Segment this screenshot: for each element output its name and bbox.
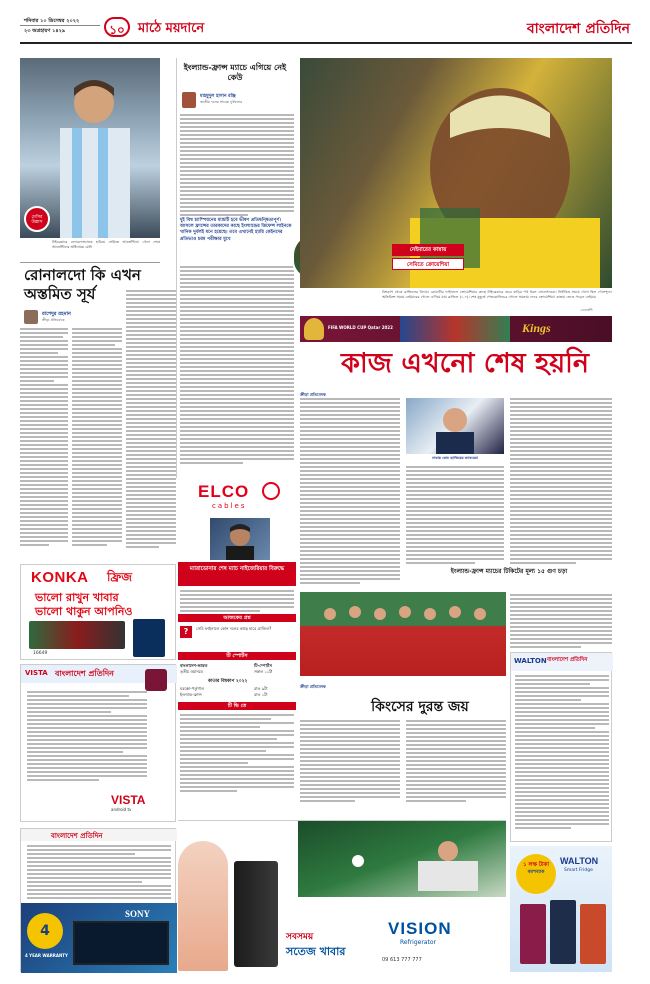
messi-photo-badge: মেসির উল্লাস — [24, 206, 50, 232]
ronaldo-body-right — [126, 290, 176, 558]
tv-row3-left: ইংল্যান্ড-ফ্রান্স — [180, 692, 202, 697]
konka-fridge-image — [29, 621, 125, 649]
vision-brand: VISION — [388, 919, 452, 938]
konka-fridge-tall — [133, 619, 165, 657]
tv-row2-right: রাত ৯টা — [254, 686, 268, 691]
hero-tag-2: সেমিতে ক্রোয়েশিয়া — [392, 258, 464, 270]
kings-logo: Kings — [522, 321, 551, 335]
vision-slogan-1: সবসময় — [286, 932, 314, 942]
maradona-headline: ম্যারাডোনার শেষ ম্যাচ নাইজেরিয়ার বিরুদ্ধে — [189, 566, 285, 572]
center-pull-quote: দুই বিশ্ব চ্যাম্পিয়নের ম্যাচটি হবে ভীষণ প্রতিদ্বন্দ্বিতাপূর্ণ। আসলে ফ্রান্সের তারকাদের কাছে ইংল্যান্ডের ডিফেন্স লাইনকে খানিক দুর্বলই মনে হয়েছে। তবে এখানেই হ্যারি কেইনদের প্রতিভাও চরম পরীক্ষার মুখে — [180, 218, 292, 242]
ronaldo-body-left — [20, 328, 68, 558]
walton-bottom-sub: Smart Fridge — [564, 868, 593, 873]
main-story-col-3 — [510, 398, 612, 566]
vista-logo-mini: VISTA — [25, 669, 48, 677]
main-story-headline-box — [300, 346, 612, 386]
main-story-subhead-box — [406, 568, 612, 590]
tv-row1-right-sub: সকাল ১১টা — [254, 669, 273, 674]
konka-hotline: 16649 — [33, 651, 48, 656]
sony-warranty: 4 YEAR WARRANTY — [25, 953, 68, 958]
maradona-figure-icon — [210, 518, 270, 560]
sony-brand: SONY — [125, 909, 151, 919]
kings-players-icon — [300, 592, 506, 676]
elco-brand: ELCO — [198, 482, 250, 501]
team-story-col-1 — [300, 720, 400, 804]
tv-row2-left: মরক্কো-পর্তুগাল — [180, 686, 205, 691]
ronaldo-body-mid — [72, 328, 122, 558]
center-story-box — [172, 58, 296, 478]
tv-listings — [178, 652, 296, 808]
page-number-badge — [104, 17, 130, 37]
coupon-left-lines — [27, 845, 171, 901]
walton-coupon[interactable] — [510, 652, 612, 842]
vista-brand-box — [111, 793, 169, 817]
vista-ad[interactable] — [20, 664, 176, 822]
main-story-col-2 — [406, 466, 504, 566]
vision-model-photo — [178, 841, 228, 971]
sony-warranty-badge: 4 — [27, 913, 63, 949]
main-story-subhead: ইংল্যান্ড-ফ্রান্স ম্যাচের টিকিটের মূল্য ১৫ গুণ চড়া — [450, 568, 568, 575]
hero-caption: বিশ্বকাপ থেকে ব্রাজিলের বিদায়। কোয়ার্টার ফাইনালে ক্রোয়েশিয়ার কাছে টাইব্রেকারে হেরে বাড়ির পথ ধরল সেলেসাওরা। নির্ধারিত সময়ে খেলা ছিল গোলশূন্য। অতিরিক্ত সময়ে নেইমারের গোলে এগিয়ে যায় ব্রাজিল (১-০)। শেষ মুহূর্তে পেতকোভিচের গোলে সমতায় ফেরে ক্রোয়েশিয়া। কান্নায় ভেঙে পড়েন নেইমার — [382, 290, 612, 299]
tv-schedule-lines — [180, 714, 294, 794]
coupon-left-paper: বাংলাদেশ প্রতিদিন — [51, 831, 103, 840]
coupon-left[interactable] — [20, 828, 176, 972]
vista-brand: VISTA — [111, 793, 146, 807]
walton-fridge-image-1 — [520, 904, 546, 964]
team-story-headline: কিংসের দুরন্ত জয় — [371, 699, 469, 715]
cabrera-figure-icon — [406, 398, 504, 454]
cabrera-photo — [406, 398, 504, 454]
vision-phone: 09 613 777 777 — [382, 957, 422, 963]
maradona-headline-box — [178, 562, 296, 586]
tv-heading-bar: টি ভি তে — [178, 702, 296, 710]
main-story-col-1 — [300, 398, 400, 586]
vista-paper-title: বাংলাদেশ প্রতিদিন — [55, 668, 114, 678]
center-headline: ইংল্যান্ড-ফ্রান্স ম্যাচে এগিয়ে নেই কেউ — [183, 62, 287, 82]
quiz-box — [178, 614, 296, 648]
masthead-divider — [20, 25, 100, 26]
ronaldo-byline: রাশেদুর রহমান — [42, 311, 71, 317]
page-number: ১০ — [109, 23, 125, 37]
ronaldo-headline: রোনালদো কি এখন অস্তমিত সূর্য — [24, 266, 141, 303]
konka-brand: KONKA — [31, 569, 89, 586]
elco-bolt-icon — [262, 482, 280, 500]
elco-sub: cables — [212, 502, 247, 510]
cabrera-caption: ঢাকায় কোচ হ্যাভিয়ের ক্যাবরেরা — [432, 456, 478, 460]
vista-wc-logo-icon — [145, 669, 167, 691]
walton-bottom-brand: WALTON — [560, 856, 599, 866]
messi-photo-caption: টাইব্রেকারে নেদারল্যান্ডসকে হারিয়ে সেমিতে আর্জেন্টিনা। খেলা শেষে আর্জেন্টিনার অধিনায়ক মেসি — [52, 240, 160, 249]
main-story-headline: কাজ এখনো শেষ হয়নি — [341, 348, 589, 379]
center-author-avatar — [182, 92, 196, 108]
konka-ad[interactable] — [20, 564, 176, 660]
sony-tv-image — [73, 921, 169, 965]
konka-word: ফ্রিজ — [107, 570, 132, 584]
vision-goalkeeper-photo — [298, 821, 506, 897]
vision-fridge-image — [234, 861, 278, 967]
masthead-rule — [20, 42, 632, 44]
team-story-reporter: ক্রীড়া প্রতিবেদক — [300, 684, 326, 689]
goalkeeper-figure-icon — [298, 821, 506, 897]
quiz-question-icon: ? — [180, 626, 192, 638]
tv-sports-bar: টি স্পোর্টস — [178, 652, 296, 660]
elco-ad[interactable] — [178, 480, 296, 516]
center-body-top — [180, 114, 294, 218]
konka-line-2: ভালো থাকুন আপনিও — [35, 605, 133, 618]
paper-name: বাংলাদেশ প্রতিদিন — [526, 21, 630, 37]
tv-row1-left-sub: তৃতীয় ওয়ানডে — [180, 669, 203, 674]
quiz-heading-bar: আজকের প্রশ্ন — [178, 614, 296, 622]
tv-row1-right: টি-স্পোর্টস — [254, 663, 272, 668]
walton-fridge-image-2 — [550, 900, 576, 964]
wc-trophy-icon — [304, 318, 324, 340]
date-line-1: শনিবার ১০ ডিসেম্বর ২০২২ — [24, 18, 80, 24]
konka-line-1: ভালো রাখুন খাবার — [35, 591, 119, 604]
vision-slogan-2: সতেজ খাবার — [286, 945, 346, 958]
vista-sub: android tv — [111, 807, 132, 812]
masthead — [20, 16, 632, 44]
team-story-col-2 — [406, 720, 506, 804]
hero-tag: নেইমারের কান্নায় — [392, 244, 464, 256]
maradona-body — [180, 590, 294, 614]
vision-sub: Refrigerator — [400, 939, 436, 946]
walton-fridge-ad[interactable] — [510, 846, 612, 972]
sony-ad — [21, 903, 177, 973]
wc-fans-image — [400, 316, 510, 342]
center-byline-sub: জাতীয় দলের সাবেক ফুটবলার — [200, 100, 243, 104]
date-line-2: ২৩ অগ্রহায়ণ ১৪২৯ — [24, 28, 66, 34]
ronaldo-author-avatar — [24, 310, 38, 324]
walton-fridge-image-3 — [580, 904, 606, 964]
vision-ad[interactable] — [178, 820, 506, 972]
tv-row1-left: বাংলাদেশ-ভারত — [180, 663, 208, 668]
ronaldo-byline-sub: ক্রীড়া প্রতিবেদক — [42, 318, 65, 322]
center-byline: মাহমুদুল হাসান রঞ্জি — [200, 94, 236, 99]
wc-banner[interactable] — [300, 316, 612, 342]
walton-prize-badge — [516, 854, 556, 894]
tv-row3-right: রাত ১টা — [254, 692, 268, 697]
tv-wc-heading: কাতার বিশ্বকাপ ২০২২ — [208, 679, 248, 684]
vista-form-lines — [27, 691, 147, 783]
main-story-reporter: ক্রীড়া প্রতিবেদক — [300, 392, 326, 397]
left-col-divider — [20, 262, 160, 263]
kings-team-photo — [300, 592, 506, 676]
ticket-story-body — [510, 594, 612, 650]
maradona-photo — [210, 518, 270, 560]
center-body-bottom — [180, 266, 294, 466]
quiz-question: সেমি ফাইনালে কোন দলের কাছে হারে ব্রাজিল? — [196, 626, 272, 631]
walton-coupon-lines — [515, 675, 609, 831]
walton-paper: বাংলাদেশ প্রতিদিন — [547, 657, 588, 663]
hero-credit: -এএফপি — [580, 308, 593, 312]
walton-brand: WALTON — [514, 657, 547, 665]
wc-label: FIFA WORLD CUP Qatar 2022 — [328, 325, 393, 330]
walton-cashback: ক্যাশব্যাক — [527, 870, 545, 875]
walton-prize: ১ লক্ষ টাকা — [523, 862, 549, 868]
section-title: মাঠে ময়দানে — [138, 21, 205, 36]
